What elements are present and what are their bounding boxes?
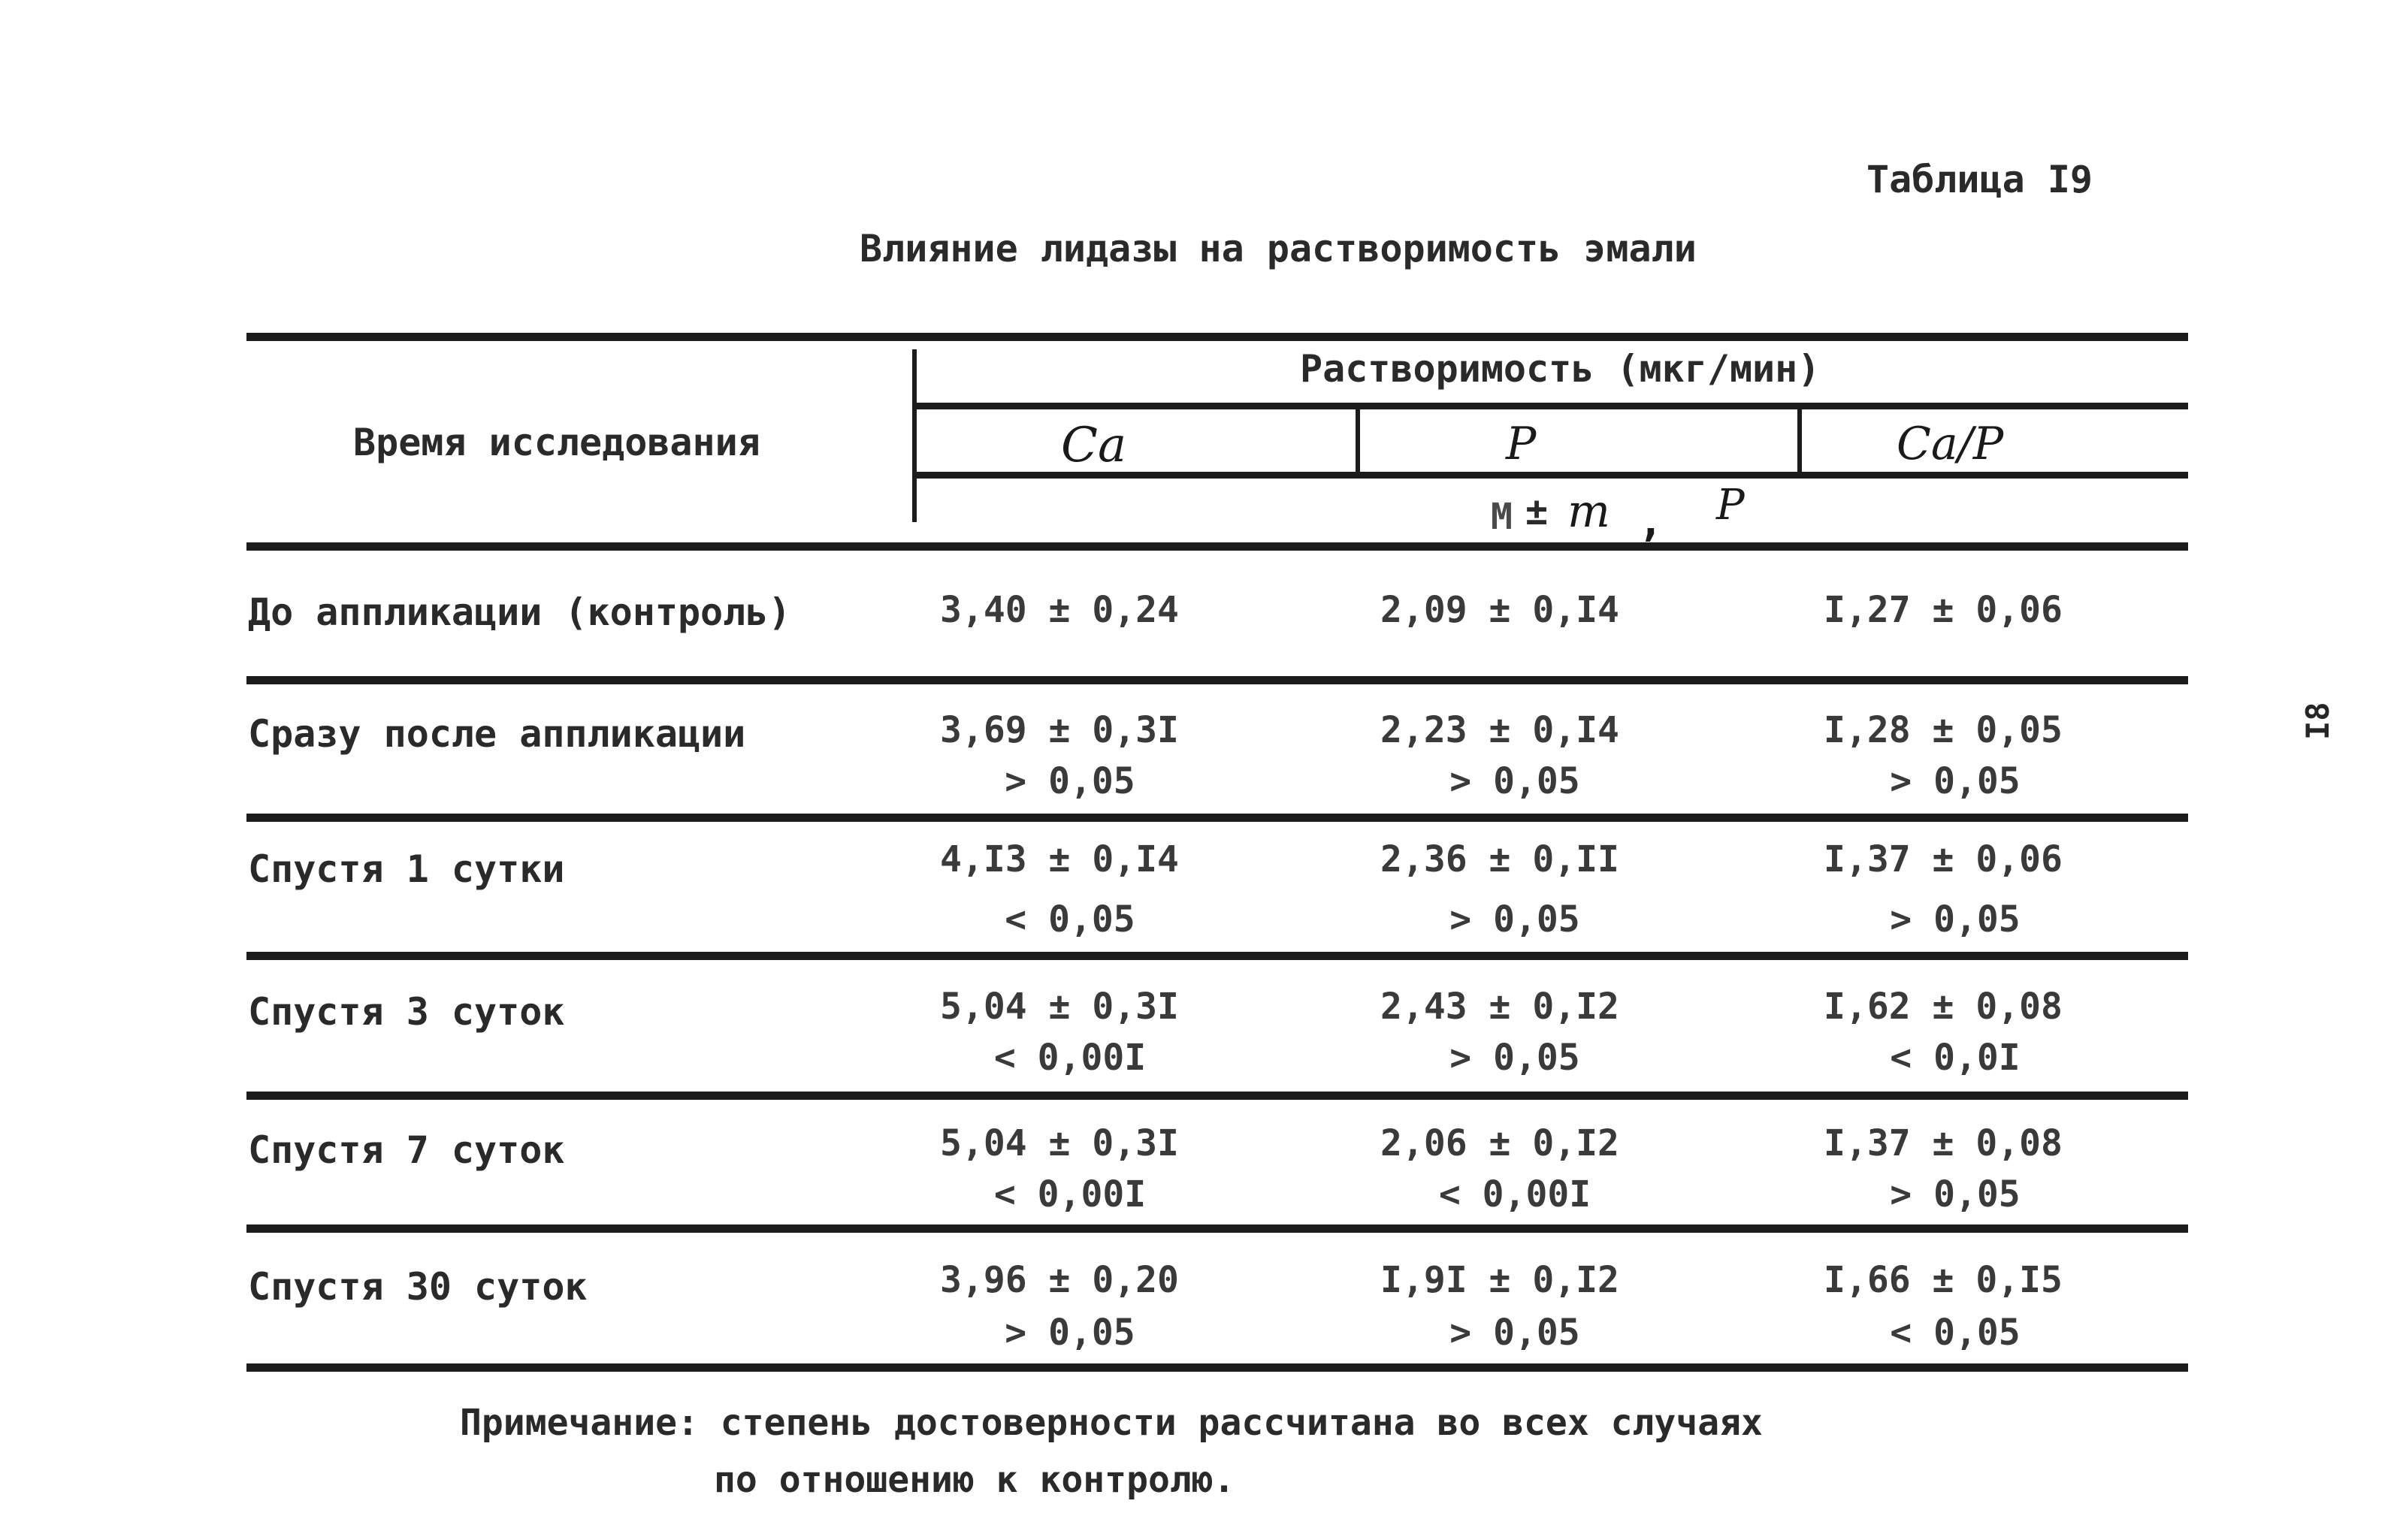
p-value: 2,43 ± 0,I2 [1380,986,1619,1028]
row-label: Сразу после аппликации [248,712,746,756]
row-label: Спустя 1 сутки [248,847,565,891]
ca-value: 5,04 ± 0,3I [940,1122,1179,1164]
p-significance: > 0,05 [1449,760,1580,802]
row-header: Время исследования [353,421,760,464]
ratio-significance: > 0,05 [1890,760,2021,802]
ca-significance: < 0,00I [993,1173,1147,1215]
column-header-p: P [1506,418,1537,470]
row-label: Спустя 7 суток [248,1128,565,1172]
p-value: 2,23 ± 0,I4 [1380,709,1619,751]
table-note-line-2: по отношению к контролю. [714,1459,1235,1501]
header-vertical-rule [912,349,917,522]
stats-label-m: M [1491,496,1513,538]
stats-label-plusminus: ± [1525,490,1549,533]
table-top-rule [246,333,2188,341]
ratio-value: I,66 ± 0,I5 [1824,1259,2063,1301]
ca-value: 4,I3 ± 0,I4 [940,838,1179,880]
ca-value: 3,40 ± 0,24 [940,589,1179,631]
row-separator [246,1092,2188,1100]
p-significance: > 0,05 [1449,1037,1580,1079]
ca-value: 3,96 ± 0,20 [940,1259,1179,1301]
ca-significance: > 0,05 [1005,1312,1135,1354]
col-divider-ca-p [1356,406,1360,473]
group-header: Растворимость (мкг/мин) [1300,347,1821,391]
ratio-value: I,27 ± 0,06 [1824,589,2063,631]
stats-label-p: P [1716,481,1745,530]
p-significance: > 0,05 [1449,898,1580,941]
ratio-value: I,62 ± 0,08 [1824,986,2063,1028]
column-header-ca-p-ratio: Ca/P [1897,418,2004,470]
ratio-significance: < 0,0I [1890,1037,2021,1079]
p-value: I,9I ± 0,I2 [1380,1259,1619,1301]
p-value: 2,06 ± 0,I2 [1380,1122,1619,1164]
ratio-significance: > 0,05 [1890,1173,2021,1215]
row-separator [246,814,2188,822]
page-number: I8 [2299,702,2336,740]
p-value: 2,09 ± 0,I4 [1380,589,1619,631]
table-title: Влияние лидазы на растворимость эмали [860,227,1697,270]
ratio-value: I,37 ± 0,08 [1824,1122,2063,1164]
row-separator [246,952,2188,960]
ratio-value: I,37 ± 0,06 [1824,838,2063,880]
ratio-significance: < 0,05 [1890,1312,2021,1354]
column-header-ca: Ca [1061,418,1127,473]
row-separator [246,676,2188,684]
p-significance: > 0,05 [1449,1312,1580,1354]
row-label: Спустя 3 суток [248,990,565,1034]
row-label: Спустя 30 суток [248,1265,588,1309]
row-label: До аппликации (контроль) [248,590,791,634]
ca-value: 3,69 ± 0,3I [940,709,1179,751]
table-note-line-1: Примечание: степень достоверности рассчитана во всех случаях [460,1402,1763,1444]
ratio-significance: > 0,05 [1890,898,2021,941]
row-separator [246,1224,2188,1233]
ca-significance: < 0,05 [1005,898,1135,941]
ca-significance: > 0,05 [1005,760,1135,802]
ratio-value: I,28 ± 0,05 [1824,709,2063,751]
stats-label-comma: , [1638,497,1664,546]
group-header-rule [915,403,2188,409]
p-significance: < 0,00I [1438,1173,1591,1215]
p-value: 2,36 ± 0,II [1380,838,1619,880]
table-label: Таблица I9 [1866,158,2093,201]
ca-value: 5,04 ± 0,3I [940,986,1179,1028]
col-divider-p-ratio [1797,406,1802,473]
table-bottom-rule [246,1363,2188,1372]
stats-label-m-small: m [1567,485,1610,538]
header-bottom-rule [246,542,2188,551]
ca-significance: < 0,00I [993,1037,1147,1079]
